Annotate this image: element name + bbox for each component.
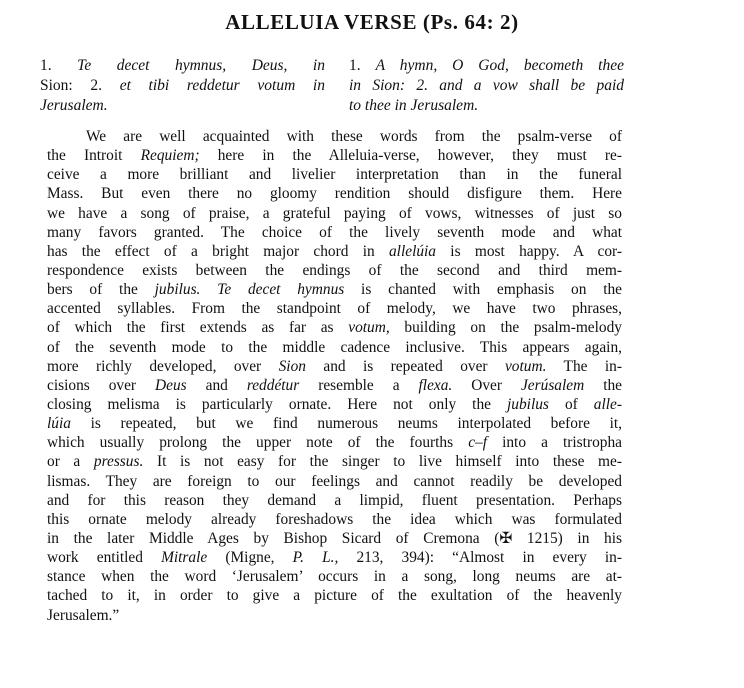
commentary-text: has the effect of a bright major chord in — [47, 242, 389, 260]
italic-term: Mitrale — [161, 549, 208, 567]
commentary-line — [47, 491, 622, 510]
commentary-text: more richly developed, over — [47, 357, 279, 375]
commentary-text: of — [548, 395, 594, 413]
commentary-line — [47, 510, 622, 529]
commentary-line — [47, 606, 622, 625]
commentary-text: we have a song of praise, a grateful paying of vows, witnesses of just so — [47, 204, 622, 222]
commentary-text: is chanted with emphasis on the — [344, 281, 622, 299]
commentary-text: is most happy. A cor- — [436, 242, 622, 260]
commentary-line — [47, 261, 622, 280]
commentary-text: (Migne, — [207, 549, 293, 567]
commentary-line — [47, 376, 622, 395]
italic-term: c–f — [468, 434, 487, 452]
italic-term: reddétur — [246, 376, 300, 394]
italic-term: votum. — [504, 357, 547, 375]
commentary-line — [47, 548, 622, 567]
commentary-text: accented syllables. From the standpoint of melody, we have two phrases, — [47, 300, 622, 318]
commentary-text: tached to it, in order to give a picture of the exultation of the heavenly — [47, 587, 622, 605]
italic-term: flexa. — [418, 376, 453, 394]
commentary-line — [47, 433, 622, 452]
commentary-line — [47, 452, 622, 471]
commentary-text: bers of the — [47, 281, 155, 299]
commentary-text: the Introit — [47, 147, 141, 165]
commentary-text: of the seventh mode to the middle cadence inclusive. This appears again, — [47, 338, 622, 356]
commentary-text: The in- — [546, 357, 622, 375]
english-line-2 — [349, 76, 624, 96]
commentary-text: stance when the word ‘Jerusalem’ occurs in a song, long neums are at- — [47, 568, 622, 586]
commentary-line — [47, 204, 622, 223]
commentary-line — [47, 242, 622, 261]
italic-term: allelúia — [388, 242, 437, 260]
commentary-text: and is repeated over — [305, 357, 505, 375]
italic-term: Deus — [155, 376, 187, 394]
commentary-text: lismas. They are foreign to our feelings and cannot readily be developed — [47, 472, 622, 490]
latin-verse — [40, 56, 325, 115]
commentary-text: respondence exists between the endings of the second and third mem- — [47, 261, 622, 279]
latin-line-3 — [40, 96, 325, 116]
english-line-1-text: A hymn, O God, becometh thee — [375, 57, 625, 74]
italic-term: alle- — [593, 395, 622, 413]
italic-term: Jerúsalem — [520, 376, 585, 394]
commentary-text: cisions over — [47, 376, 156, 394]
commentary-text: resemble a — [299, 376, 419, 394]
commentary-text: in the later Middle Ages by Bishop Sicard of Cremona (✠ 1215) in his — [47, 529, 622, 547]
commentary-line — [47, 472, 622, 491]
commentary-line — [47, 318, 622, 337]
italic-term: P. L., — [292, 549, 339, 567]
commentary-line — [47, 184, 622, 203]
italic-term: pressus. — [93, 453, 144, 471]
section-heading: ALLELUIA VERSE (Ps. 64: 2) — [225, 10, 519, 34]
latin-line-2-text: et tibi reddetur votum in — [119, 76, 325, 94]
latin-line-2-start: Sion: 2. — [40, 76, 120, 94]
commentary-text: into a tristropha — [487, 434, 622, 452]
commentary-line — [47, 567, 622, 586]
latin-line-1-number: 1. — [40, 57, 78, 74]
english-line-3 — [349, 96, 624, 116]
latin-line-3-text: Jerusalem. — [40, 96, 108, 114]
commentary-text: and for this reason they demand a limpid, fluent presentation. Perhaps — [47, 491, 622, 509]
commentary-text: this ornate melody already foreshadows the idea which was formulated — [47, 510, 622, 528]
commentary-text: and — [186, 376, 247, 394]
commentary-text: Over — [452, 376, 521, 394]
commentary-text: which usually prolong the upper note of the fourths — [47, 434, 469, 452]
commentary-text: building on the psalm-melody — [389, 319, 622, 337]
commentary-line — [47, 586, 622, 605]
commentary-text: ceive a more brilliant and livelier interpretation than in the funeral — [47, 166, 622, 184]
commentary-line — [47, 357, 622, 376]
commentary-line — [47, 395, 622, 414]
commentary-text: many favors granted. The choice of the lively seventh mode and what — [47, 223, 622, 241]
italic-term: jubilus — [507, 395, 549, 413]
commentary-text: Mass. But even there no gloomy rendition should disfigure them. Here — [47, 185, 622, 203]
commentary-line — [47, 529, 622, 548]
commentary-text: is repeated, but we find numerous neums interpolated before it, — [70, 415, 622, 433]
latin-line-1-text: Te decet hymnus, Deus, in — [77, 57, 325, 74]
english-line-1-number: 1. — [349, 57, 376, 74]
commentary-line — [47, 299, 622, 318]
commentary-line — [47, 223, 622, 242]
commentary-text: here in the Alleluia-verse, however, they must re- — [199, 147, 622, 165]
english-line-3-text: to thee in Jerusalem. — [349, 96, 479, 114]
commentary-text: or a — [47, 453, 94, 471]
latin-line-1 — [40, 56, 325, 76]
commentary-text: Jerusalem.” — [47, 606, 120, 624]
commentary-text: work entitled — [47, 549, 162, 567]
italic-term: votum, — [348, 319, 390, 337]
commentary-text: We are well acquainted with these words from the psalm-verse of — [86, 128, 622, 145]
commentary-line — [47, 280, 622, 299]
commentary-line — [47, 414, 622, 433]
commentary-text: 213, 394): “Almost in every in- — [338, 549, 622, 567]
english-line-2-text: in Sion: 2. and a vow shall be paid — [349, 76, 624, 94]
italic-term: Sion — [278, 357, 306, 375]
commentary-line — [47, 127, 622, 146]
commentary-line — [47, 146, 622, 165]
commentary-line — [47, 165, 622, 184]
commentary-text: It is not easy for the singer to live himself into these me- — [143, 453, 622, 471]
commentary-text: closing melisma is particularly ornate. Here not only the — [47, 395, 508, 413]
commentary-text: the — [584, 376, 622, 394]
italic-term: Requiem; — [140, 147, 200, 165]
commentary-line — [47, 338, 622, 357]
english-verse — [349, 56, 624, 115]
english-line-1 — [349, 56, 624, 76]
commentary-paragraph — [47, 127, 622, 625]
commentary-text: of which the first extends as far as — [47, 319, 349, 337]
italic-term: lúia — [47, 415, 71, 433]
latin-line-2 — [40, 76, 325, 96]
italic-term: jubilus. Te decet hymnus — [154, 281, 345, 299]
